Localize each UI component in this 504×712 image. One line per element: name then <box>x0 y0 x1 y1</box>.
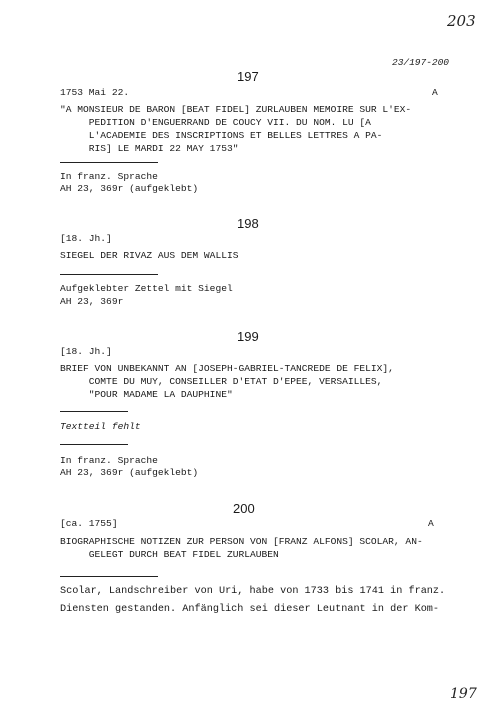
handwritten-folio-mark: 197 <box>450 686 477 702</box>
entry-title-line: RIS] LE MARDI 22 MAY 1753" <box>60 143 239 154</box>
separator-rule <box>60 274 158 275</box>
handwritten-page-number: 203 <box>447 12 476 30</box>
entry-note: Aufgeklebter Zettel mit Siegel <box>60 283 233 294</box>
reference-range: 23/197-200 <box>392 57 450 68</box>
entry-title-line: BIOGRAPHISCHE NOTIZEN ZUR PERSON VON [FRANZ ALFONS] SCOLAR, AN- <box>60 536 423 547</box>
separator-rule <box>60 162 158 163</box>
entry-note: AH 23, 369r (aufgeklebt) <box>60 467 199 478</box>
body-text-line: Diensten gestanden. Anfänglich sei dieser Leutnant in der Kom- <box>60 604 440 615</box>
entry-number: 197 <box>237 69 259 84</box>
separator-rule <box>60 444 128 445</box>
entry-date: 1753 Mai 22. <box>60 87 130 98</box>
entry-title-line: L'ACADEMIE DES INSCRIPTIONS ET BELLES LETTRES A PA- <box>60 130 383 141</box>
separator-rule <box>60 576 158 577</box>
entry-date: [18. Jh.] <box>60 233 112 244</box>
entry-title-line: PEDITION D'ENGUERRAND DE COUCY VII. DU NOM. LU [A <box>60 117 371 128</box>
separator-rule <box>60 411 128 412</box>
entry-title-line: "POUR MADAME LA DAUPHINE" <box>60 389 233 400</box>
entry-title-line: SIEGEL DER RIVAZ AUS DEM WALLIS <box>60 250 239 261</box>
entry-number: 199 <box>237 329 259 344</box>
entry-marker: A <box>432 87 438 98</box>
entry-note: In franz. Sprache <box>60 171 158 182</box>
entry-number: 198 <box>237 216 259 231</box>
entry-title-line: "A MONSIEUR DE BARON [BEAT FIDEL] ZURLAUBEN MEMOIRE SUR L'EX- <box>60 104 412 115</box>
entry-title-line: GELEGT DURCH BEAT FIDEL ZURLAUBEN <box>60 549 279 560</box>
entry-date: [18. Jh.] <box>60 346 112 357</box>
entry-note: AH 23, 369r (aufgeklebt) <box>60 183 199 194</box>
entry-marker: A <box>428 518 434 529</box>
entry-title-line: BRIEF VON UNBEKANNT AN [JOSEPH-GABRIEL-TANCREDE DE FELIX], <box>60 363 394 374</box>
entry-date: [ca. 1755] <box>60 518 118 529</box>
entry-title-line: COMTE DU MUY, CONSEILLER D'ETAT D'EPEE, VERSAILLES, <box>60 376 383 387</box>
body-text-line: Scolar, Landschreiber von Uri, habe von 1733 bis 1741 in franz. <box>60 586 446 597</box>
entry-number: 200 <box>233 501 255 516</box>
entry-note: In franz. Sprache <box>60 455 158 466</box>
entry-status: Textteil fehlt <box>60 421 141 432</box>
entry-note: AH 23, 369r <box>60 296 124 307</box>
